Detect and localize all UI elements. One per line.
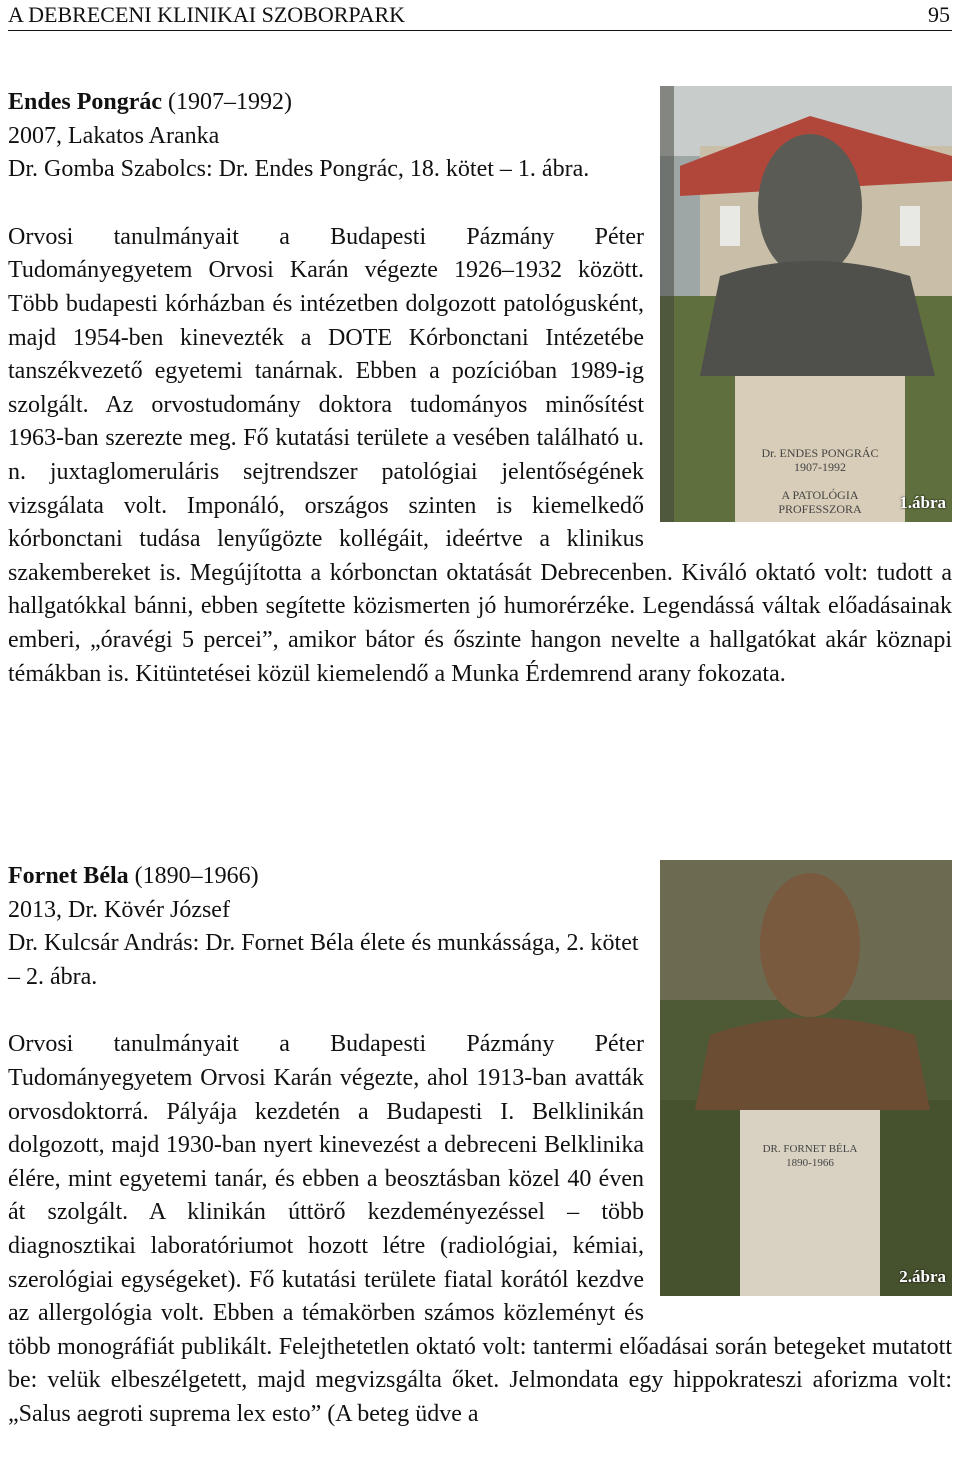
person-name: Endes Pongrác [8,89,163,115]
plinth-inscription: DR. FORNET BÉLA 1890-1966 [762,1143,858,1169]
plinth-inscription: Dr. ENDES PONGRÁC 1907-1992 A PATOLÓGIA PROFESSZORA [761,446,879,516]
header-title: A DEBRECENI KLINIKAI SZOBORPARK [8,2,406,27]
reference-line: Dr. Gomba Szabolcs: Dr. Endes Pongrác, 18. kötet – 1. ábra. [8,156,590,183]
figure-2-photo [660,860,952,1296]
creation-line: 2013, Dr. Kövér József [8,896,230,923]
running-header [8,0,952,31]
entry-fornet-bela [8,860,952,1432]
biography-text: Orvosi tanulmányait a Budapesti Pázmány Péter Tudományegyetem Orvosi Karán végezte, ahol 1913-ban avatták orvosdoktorrá. Pályája kezdetén a Budapesti I. Belklinikán dolgozott, majd 1930-ban nyert kinevezést a debreceni Belklinika élére, mint egyetemi tanár, és ebben a beosztásban közel 40 éven át szolgált. A klinikán úttörő kezdeményezéssel – több diagnosztikai laboratóriumot hozott létre (radiológiai, kémiai, szerológiai egységeket). Fő kutatási területe fiatal korától kezdve az allergológia volt. Ebben a témakörben számos közleményt és több monográfiát publikált. Felejthetetlen oktató volt: tantermi előadásai során betegeket mutatott be: velük elbeszélgetett, majd megvizsgálta őket. Jelmondata egy hippokrateszi aforizma volt: „Salus aegroti suprema lex esto” (A beteg üdve a [8,1031,952,1427]
figure-1-photo [660,86,952,522]
entry-endes-pongrac [8,86,952,691]
biography-text: Orvosi tanulmányait a Budapesti Pázmány Péter Tudományegyetem Orvosi Karán végezte 1926–1932 között. Több budapesti kórházban és intézetben dolgozott patológusként, majd 1954-ben kinevezték a DOTE Kórbonctani Intézetébe tanszékvezető egyetemi tanárnak. Ebben a pozícióban 1989-ig szolgált. Az orvostudomány doktora tudományos minősítést 1963-ban szerezte meg. Fő kutatási területe a vesében található u. n. juxtaglomeruláris sejtrendszer patológiai jelentőségének vizsgálata volt. Imponáló, országos szinten is kiemelkedő kórbonctani tudása lenyűgözte kollégáit, ideértve a klinikus szakembereket is. Megújította a kórbonctan oktatását Debrecenben. Kiváló oktató volt: tudott a hallgatókkal bánni, ebben segítette közismerten jó humorérzéke. Legendássá váltak előadásainak emberi, „óravégi 5 percei”, amikor bátor és őszinte hangon nevelte a hallgatókat akár köznapi témákban is. Kitüntetései közül kiemelendő a Munka Érdemrend arany fokozata. [8,223,952,687]
life-years: (1907–1992) [162,89,292,115]
statue-bust-icon [660,860,952,1296]
reference-line: Dr. Kulcsár András: Dr. Fornet Béla élete és munkássága, 2. kötet – 2. ábra. [8,930,639,990]
figure-label: 1.ábra [899,493,946,513]
life-years: (1890–1966) [128,863,259,889]
page-number: 95 [928,2,950,27]
creation-line: 2007, Lakatos Aranka [8,122,220,149]
figure-label: 2.ábra [899,1267,946,1287]
person-name: Fornet Béla [8,863,129,889]
